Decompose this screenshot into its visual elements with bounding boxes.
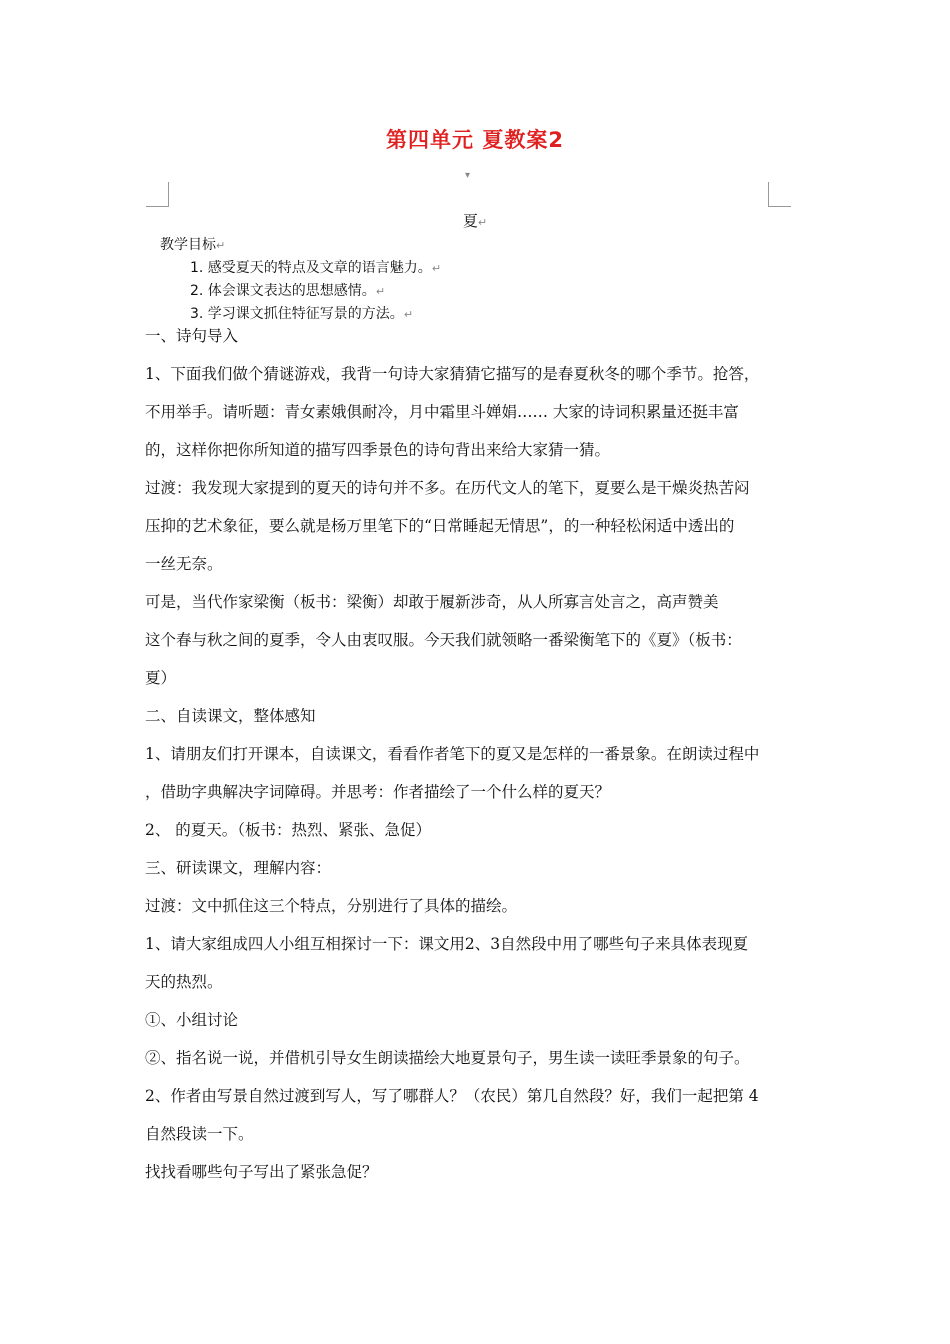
lesson-body xyxy=(145,324,815,1198)
subtitle-text: 夏 xyxy=(462,212,478,230)
section-heading: 三、研读课文，理解内容： xyxy=(145,859,332,877)
goals-heading: 教学目标↵ xyxy=(160,237,226,253)
text-line: 过渡：我发现大家提到的夏天的诗句并不多。在历代文人的笔下，夏要么是干燥炎热苦闷 xyxy=(145,479,750,497)
crop-mark-top-left xyxy=(146,182,169,207)
goal-item: 1. 感受夏天的特点及文章的语言魅力。↵ xyxy=(190,260,442,276)
text-line: 2、 的夏天。（板书：热烈、紧张、急促） xyxy=(145,821,432,839)
text-line: 过渡：文中抓住这三个特点，分别进行了具体的描绘。 xyxy=(145,897,518,915)
goal-item: 3. 学习课文抓住特征写景的方法。↵ xyxy=(190,306,414,322)
section-heading: 二、自读课文，整体感知 xyxy=(145,707,316,725)
text-line: ①、小组讨论 xyxy=(145,1011,239,1029)
text-line: 1、请大家组成四人小组互相探讨一下：课文用2、3自然段中用了哪些句子来具体表现夏 xyxy=(145,935,749,953)
text-line: 1、下面我们做个猜谜游戏，我背一句诗大家猜猜它描写的是春夏秋冬的哪个季节。抢答， xyxy=(145,365,760,383)
goal-item: 2. 体会课文表达的思想感情。↵ xyxy=(190,283,386,299)
teaching-goals xyxy=(160,234,441,326)
text-line: 的，这样你把你所知道的描写四季景色的诗句背出来给大家猜一猜。 xyxy=(145,441,611,459)
text-line: 一丝无奈。 xyxy=(145,555,223,573)
lesson-subtitle xyxy=(0,210,950,231)
text-line: 这个春与秋之间的夏季，令人由衷叹服。今天我们就领略一番梁衡笔下的《夏》（板书： xyxy=(145,631,742,649)
text-line: 自然段读一下。 xyxy=(145,1125,254,1143)
text-line: 压抑的艺术象征，要么就是杨万里笔下的“日常睡起无情思”，的一种轻松闲适中透出的 xyxy=(145,517,735,535)
text-line: 1、请朋友们打开课本，自读课文，看看作者笔下的夏又是怎样的一番景象。在朗读过程中 xyxy=(145,745,760,763)
text-line: ②、指名说一说，并借机引导女生朗读描绘大地夏景句子，男生读一读旺季景象的句子。 xyxy=(145,1049,750,1067)
text-line: 找找看哪些句子写出了紧张急促？ xyxy=(145,1163,378,1181)
section-heading: 一、诗句导入 xyxy=(145,327,239,345)
text-line: 天的热烈。 xyxy=(145,973,223,991)
text-line: 可是，当代作家梁衡（板书：梁衡）却敢于履新涉奇，从人所寡言处言之，高声赞美 xyxy=(145,593,719,611)
text-line: 2、作者由写景自然过渡到写人，写了哪群人？（农民）第几自然段？好，我们一起把第 4 xyxy=(145,1087,759,1105)
document-title: 第四单元 夏教案2 xyxy=(386,128,564,152)
paragraph-marker: ▾ xyxy=(465,170,471,181)
text-line: 不用举手。请听题：青女素娥俱耐冷，月中霜里斗婵娟…… 大家的诗词积累量还挺丰富 xyxy=(145,403,739,421)
text-line: 夏） xyxy=(145,669,177,687)
return-mark: ↵ xyxy=(477,216,488,229)
text-line: ，借助字典解决字词障碍。并思考：作者描绘了一个什么样的夏天？ xyxy=(145,783,611,801)
crop-mark-top-right xyxy=(768,182,791,207)
